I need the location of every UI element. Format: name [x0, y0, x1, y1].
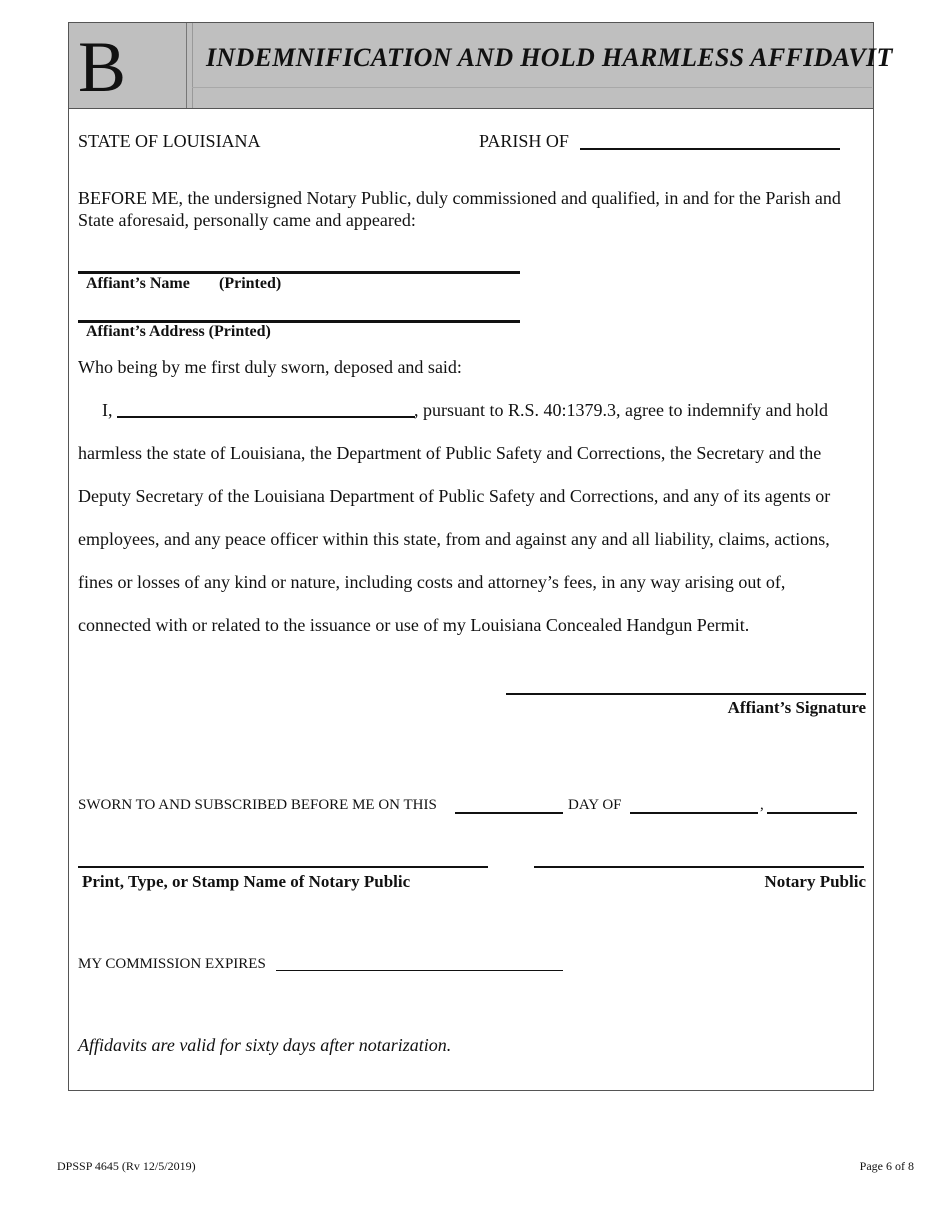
parish-field[interactable]: [580, 148, 840, 150]
sworn-statement: SWORN TO AND SUBSCRIBED BEFORE ME ON THIS: [78, 797, 437, 813]
affiant-name-note: (Printed): [219, 275, 282, 292]
notary-name-label: Print, Type, or Stamp Name of Notary Public: [82, 872, 411, 891]
intro-line-2: State aforesaid, personally came and appeared:: [78, 210, 416, 230]
body-line-2: harmless the state of Louisiana, the Department of Public Safety and Corrections, the Secretary and the: [78, 443, 822, 463]
form-title: INDEMNIFICATION AND HOLD HARMLESS AFFIDAVIT: [206, 43, 893, 72]
day-of-label: DAY OF: [568, 797, 622, 813]
notary-signature-field[interactable]: [534, 866, 864, 868]
body-line-6: connected with or related to the issuance or use of my Louisiana Concealed Handgun Permit.: [78, 615, 750, 635]
commission-label: MY COMMISSION EXPIRES: [78, 956, 266, 972]
intro-line-1: BEFORE ME, the undersigned Notary Public, duly commissioned and qualified, in and for the Parish and: [78, 188, 841, 208]
parish-label: PARISH OF: [479, 131, 569, 151]
form-id: DPSSP 4645 (Rv 12/5/2019): [57, 1159, 196, 1173]
affiant-name-label: Affiant’s Name: [86, 275, 190, 292]
section-letter: B: [78, 27, 127, 107]
state-label: STATE OF LOUISIANA: [78, 131, 261, 151]
page-number: Page 6 of 8: [859, 1159, 914, 1173]
body-line-1: , pursuant to R.S. 40:1379.3, agree to indemnify and hold: [414, 400, 828, 420]
date-comma: ,: [760, 797, 764, 813]
body-prefix: I,: [102, 400, 113, 420]
section-letter-box: [69, 23, 187, 108]
body-line-5: fines or losses of any kind or nature, including costs and attorney’s fees, in any way arising out of,: [78, 572, 786, 592]
form-frame: [68, 22, 874, 1091]
month-field[interactable]: [630, 812, 758, 814]
notary-name-field[interactable]: [78, 866, 488, 868]
affiant-signature-field[interactable]: [506, 693, 866, 695]
validity-note: Affidavits are valid for sixty days after notarization.: [78, 1035, 452, 1055]
form-header: [68, 22, 893, 109]
day-field[interactable]: [455, 812, 563, 814]
body-line-4: employees, and any peace officer within this state, from and against any and all liability, claims, actions,: [78, 529, 830, 549]
affiant-address-label: Affiant’s Address (Printed): [86, 323, 271, 340]
body-line-3: Deputy Secretary of the Louisiana Department of Public Safety and Corrections, and any of its agents or: [78, 486, 831, 506]
affiant-signature-label: Affiant’s Signature: [727, 698, 866, 717]
affiant-name-field[interactable]: [78, 271, 520, 274]
notary-signature-label: Notary Public: [764, 872, 866, 891]
commission-field[interactable]: [276, 970, 563, 971]
affiant-name-inline-field[interactable]: [117, 416, 415, 418]
sworn-intro: Who being by me first duly sworn, deposed and said:: [78, 357, 462, 377]
year-field[interactable]: [767, 812, 857, 814]
